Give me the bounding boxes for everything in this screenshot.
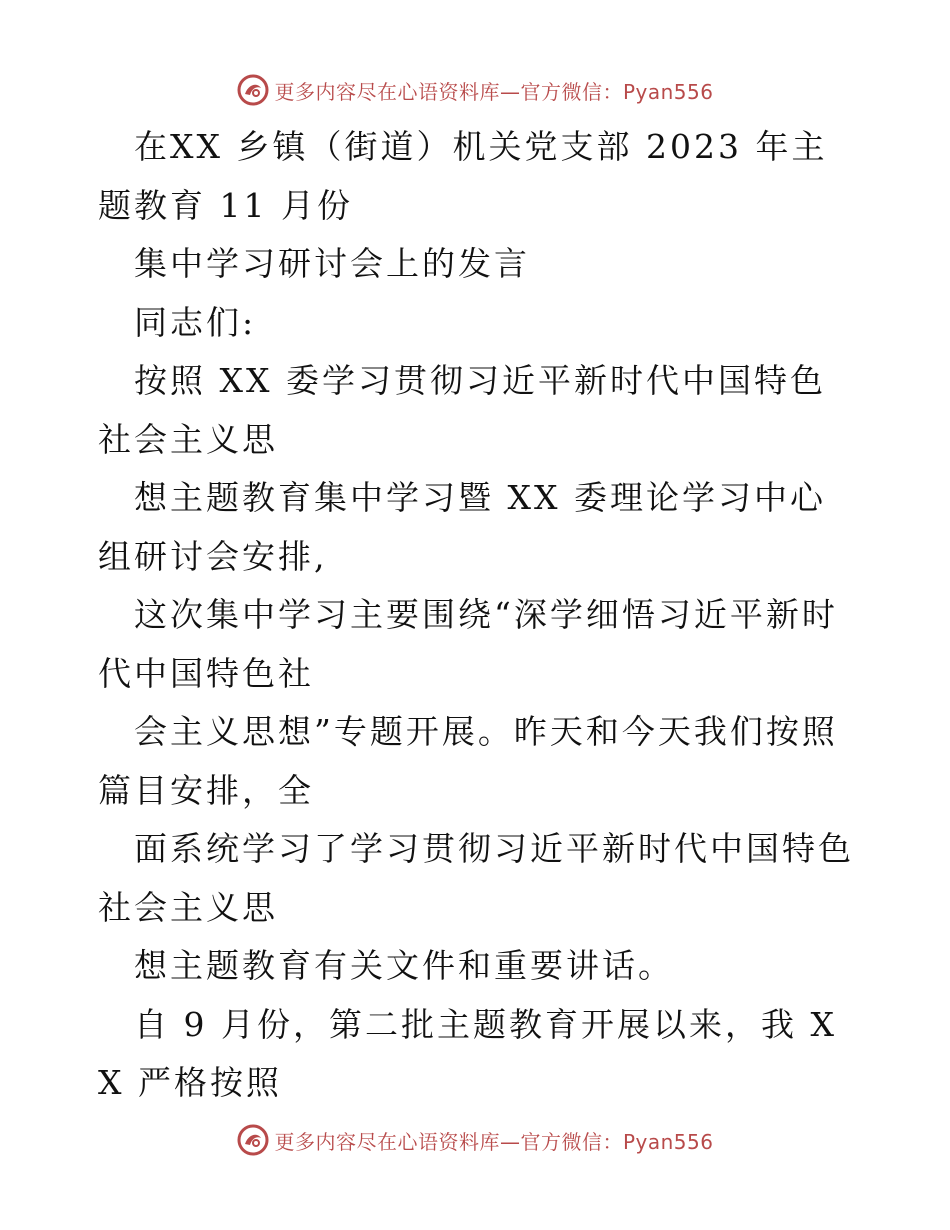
salutation: 同志们:	[134, 302, 257, 342]
watermark-banner-bottom	[0, 1120, 950, 1160]
brand-swirl-icon	[236, 73, 270, 107]
document-title-line-1: 在XX 乡镇（街道）机关党支部 2023 年主题教育 11 月份	[98, 127, 828, 225]
paragraph: 想主题教育有关文件和重要讲话。	[134, 946, 674, 985]
paragraph: 自 9 月份，第二批主题教育开展以来，我 XX 严格按照	[98, 1004, 837, 1102]
brand-swirl-icon	[236, 1123, 270, 1157]
document-body	[98, 118, 858, 1113]
document-title-line-2: 集中学习研讨会上的发言	[134, 244, 530, 283]
paragraph: 按照 XX 委学习贯彻习近平新时代中国特色社会主义思	[98, 361, 826, 459]
paragraph: 想主题教育集中学习暨 XX 委理论学习中心组研讨会安排,	[98, 478, 826, 576]
watermark-banner-top	[0, 70, 950, 110]
watermark-text: 更多内容尽在心语资料库—官方微信：Pyan556	[274, 79, 714, 104]
paragraph: 会主义思想”专题开展。昨天和今天我们按照篇目安排，全	[98, 712, 838, 810]
watermark-text: 更多内容尽在心语资料库—官方微信：Pyan556	[274, 1129, 714, 1154]
paragraph: 面系统学习了学习贯彻习近平新时代中国特色社会主义思	[98, 829, 854, 927]
paragraph: 这次集中学习主要围绕“深学细悟习近平新时代中国特色社	[98, 595, 838, 693]
